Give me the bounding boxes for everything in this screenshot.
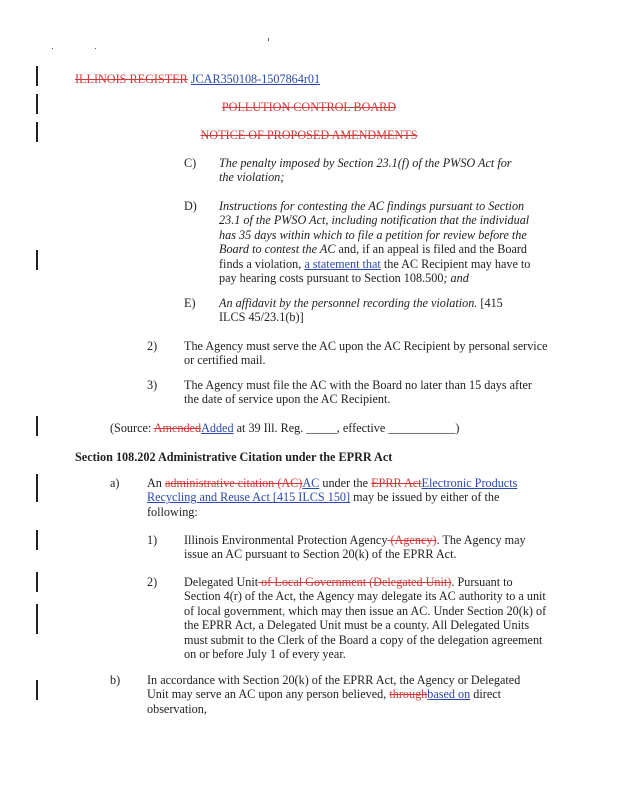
change-bar xyxy=(36,250,38,270)
board-title: POLLUTION CONTROL BOARD xyxy=(221,100,397,114)
change-bar xyxy=(36,474,38,502)
item-3-label: 3) xyxy=(147,378,158,392)
register-deleted: ILLINOIS REGISTER xyxy=(75,72,188,86)
item-c-label: C) xyxy=(184,156,197,170)
notice-title: NOTICE OF PROPOSED AMENDMENTS xyxy=(200,128,418,142)
change-bar xyxy=(36,572,38,592)
item-b-label: b) xyxy=(110,673,121,687)
item-3-text: The Agency must file the AC with the Board no later than 15 days after the date of service upon the AC Recipient. xyxy=(184,378,532,407)
register-header xyxy=(75,72,320,87)
item-d-label: D) xyxy=(184,199,197,213)
scan-speck xyxy=(52,48,53,49)
source-note: (Source: AmendedAdded at 39 Ill. Reg. _____, effective ___________) xyxy=(110,421,460,435)
scan-speck xyxy=(268,38,269,41)
item-a-text: An administrative citation (AC)AC under the EPRR ActElectronic Products Recycling and Reuse Act [415 ILCS 150] may be issued by either of the following: xyxy=(147,476,518,519)
item-a1-label: 1) xyxy=(147,533,158,547)
item-2-label: 2) xyxy=(147,339,158,353)
item-e-text: An affidavit by the personnel recording the violation. [415 ILCS 45/23.1(b)] xyxy=(219,296,503,325)
change-bar xyxy=(36,604,38,634)
section-heading: Section 108.202 Administrative Citation under the EPRR Act xyxy=(75,450,393,464)
item-a2-text: Delegated Unit of Local Government (Delegated Unit). Pursuant to Section 4(r) of the Act, the Agency may delegate its AC authority to a unit of local government, which may then issue an AC. Under Section 20(k) of the EPRR Act, a Delegated Unit must be a county. All Delegated Units must submit to the Clerk of the Board a copy of the delegation agreement on or before July 1 of every year. xyxy=(184,575,547,662)
change-bar xyxy=(36,66,38,86)
item-c-text: The penalty imposed by Section 23.1(f) of the PWSO Act for the violation; xyxy=(219,156,512,185)
item-a-label: a) xyxy=(110,476,120,490)
item-d-text: Instructions for contesting the AC findings pursuant to Section 23.1 of the PWSO Act, including notification that the individual has 35 days within which to file a petition for review before the Board to contest the AC and, if an appeal is filed and the Board finds a violation, a statement that the AC Recipient may have to pay hearing costs pursuant to Section 108.500; and xyxy=(219,199,531,286)
scan-speck xyxy=(95,48,96,49)
change-bar xyxy=(36,680,38,700)
item-a2-label: 2) xyxy=(147,575,158,589)
item-2-text: The Agency must serve the AC upon the AC Recipient by personal service or certified mail. xyxy=(184,339,548,368)
item-e-label: E) xyxy=(184,296,196,310)
change-bar xyxy=(36,416,38,436)
item-b-text: In accordance with Section 20(k) of the EPRR Act, the Agency or Delegated Unit may serve an AC upon any person believed, throughbased on direct observation, xyxy=(147,673,521,716)
change-bar xyxy=(36,530,38,550)
item-a1-text: Illinois Environmental Protection Agency (Agency). The Agency may issue an AC pursuant to Section 20(k) of the EPRR Act. xyxy=(184,533,526,562)
register-inserted: JCAR350108-1507864r01 xyxy=(190,72,321,86)
